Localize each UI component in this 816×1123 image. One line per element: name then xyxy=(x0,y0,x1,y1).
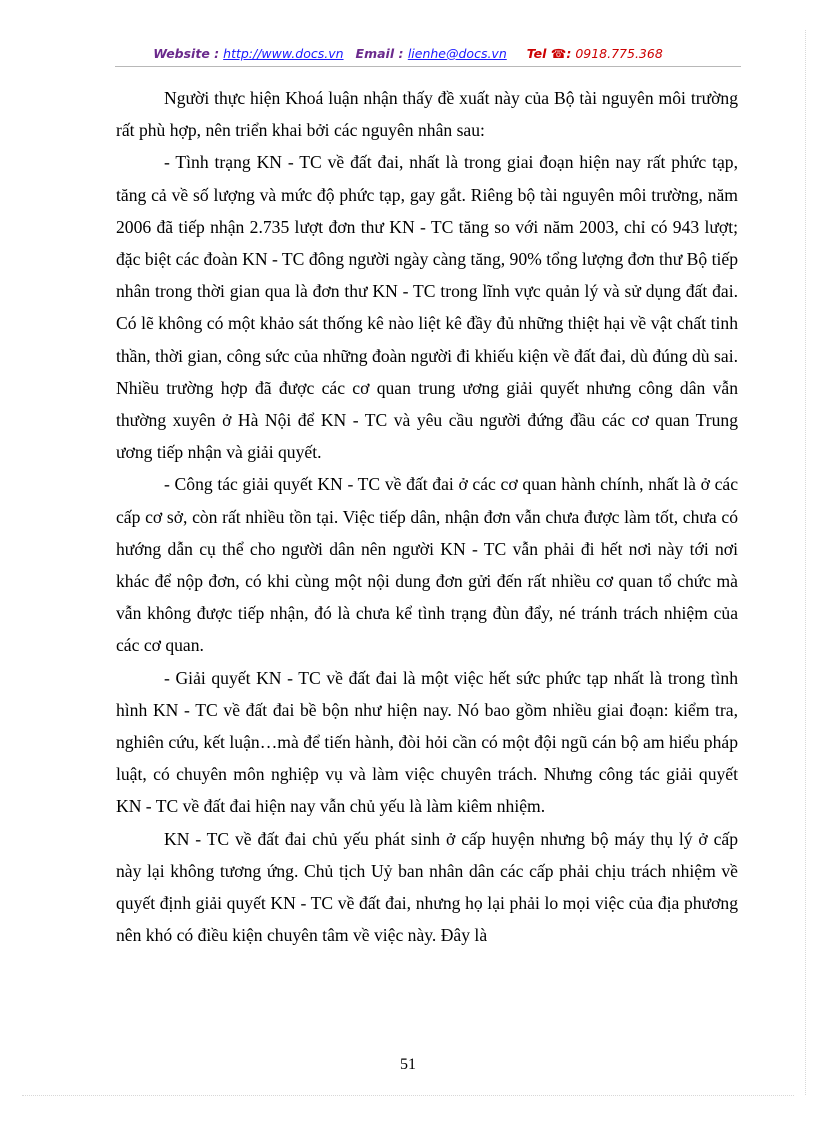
page-right-border xyxy=(805,30,806,1095)
document-body xyxy=(116,82,738,951)
website-label: Website : xyxy=(153,46,220,61)
paragraph: KN - TC về đất đai chủ yếu phát sinh ở cấp huyện nhưng bộ máy thụ lý ở cấp này lại không tương ứng. Chủ tịch Uỷ ban nhân dân các cấp phải chịu trách nhiệm về quyết định giải quyết KN - TC về đất đai, nhưng họ lại phải lo mọi việc của địa phương nên khó có điều kiện chuyên tâm về việc này. Đây là xyxy=(116,828,738,946)
page-header xyxy=(0,46,816,61)
paragraph: Người thực hiện Khoá luận nhận thấy đề xuất này của Bộ tài nguyên môi trường rất phù hợp, nên triển khai bởi các nguyên nhân sau: xyxy=(116,88,738,141)
header-divider xyxy=(115,66,741,67)
website-link[interactable]: http://www.docs.vn xyxy=(223,46,344,61)
paragraph: - Công tác giải quyết KN - TC về đất đai ở các cơ quan hành chính, nhất là ở các cấp cơ sở, còn rất nhiều tồn tại. Việc tiếp dân, nhận đơn vẫn chưa được làm tốt, chưa có hướng dẫn cụ thể cho người dân nên người KN - TC vẫn phải đi hết nơi này tới nơi khác để nộp đơn, có khi cùng một nội dung đơn gửi đến rất nhiều cơ quan tổ chức mà vẫn không được tiếp nhận, đó là chưa kể tình trạng đùn đẩy, né tránh trách nhiệm của các cơ quan. xyxy=(116,474,738,656)
email-label: Email xyxy=(355,46,395,61)
paragraph: - Giải quyết KN - TC về đất đai là một việc hết sức phức tạp nhất là trong tình hình KN - TC về đất đai bề bộn như hiện nay. Nó bao gồm nhiều giai đoạn: kiểm tra, nghiên cứu, kết luận…mà để tiến hành, đòi hỏi cần có một đội ngũ cán bộ am hiểu pháp luật, có chuyên môn nghiệp vụ và làm việc chuyên trách. Nhưng công tác giải quyết KN - TC về đất đai hiện nay vẫn chủ yếu là làm kiêm nhiệm. xyxy=(116,667,738,817)
paragraph: - Tình trạng KN - TC về đất đai, nhất là trong giai đoạn hiện nay rất phức tạp, tăng cả về số lượng và mức độ phức tạp, gay gắt. Riêng bộ tài nguyên môi trường, năm 2006 đã tiếp nhận 2.735 lượt đơn thư KN - TC tăng so với năm 2003, chỉ có 943 lượt; đặc biệt các đoàn KN - TC đông người ngày càng tăng, 90% tổng lượng đơn thư Bộ tiếp nhân trong thời gian qua là đơn thư KN - TC trong lĩnh vực quản lý và sử dụng đất đai. Có lẽ không có một khảo sát thống kê nào liệt kê đầy đủ những thiệt hại về vật chất tinh thần, thời gian, công sức của những đoàn người đi khiếu kiện về đất đai, dù đúng dù sai. Nhiều trường hợp đã được các cơ quan trung ương giải quyết nhưng công dân vẫn thường xuyên ở Hà Nội để KN - TC và yêu cầu người đứng đầu các cơ quan Trung ương tiếp nhận và giải quyết. xyxy=(116,152,738,463)
tel-value: 0918.775.368 xyxy=(571,46,663,61)
email-separator: : xyxy=(394,46,408,61)
page-number: 51 xyxy=(400,1056,416,1073)
page-bottom-border xyxy=(22,1095,794,1096)
email-link[interactable]: lienhe@docs.vn xyxy=(407,46,507,61)
tel-label: Tel ☎: xyxy=(526,46,572,61)
